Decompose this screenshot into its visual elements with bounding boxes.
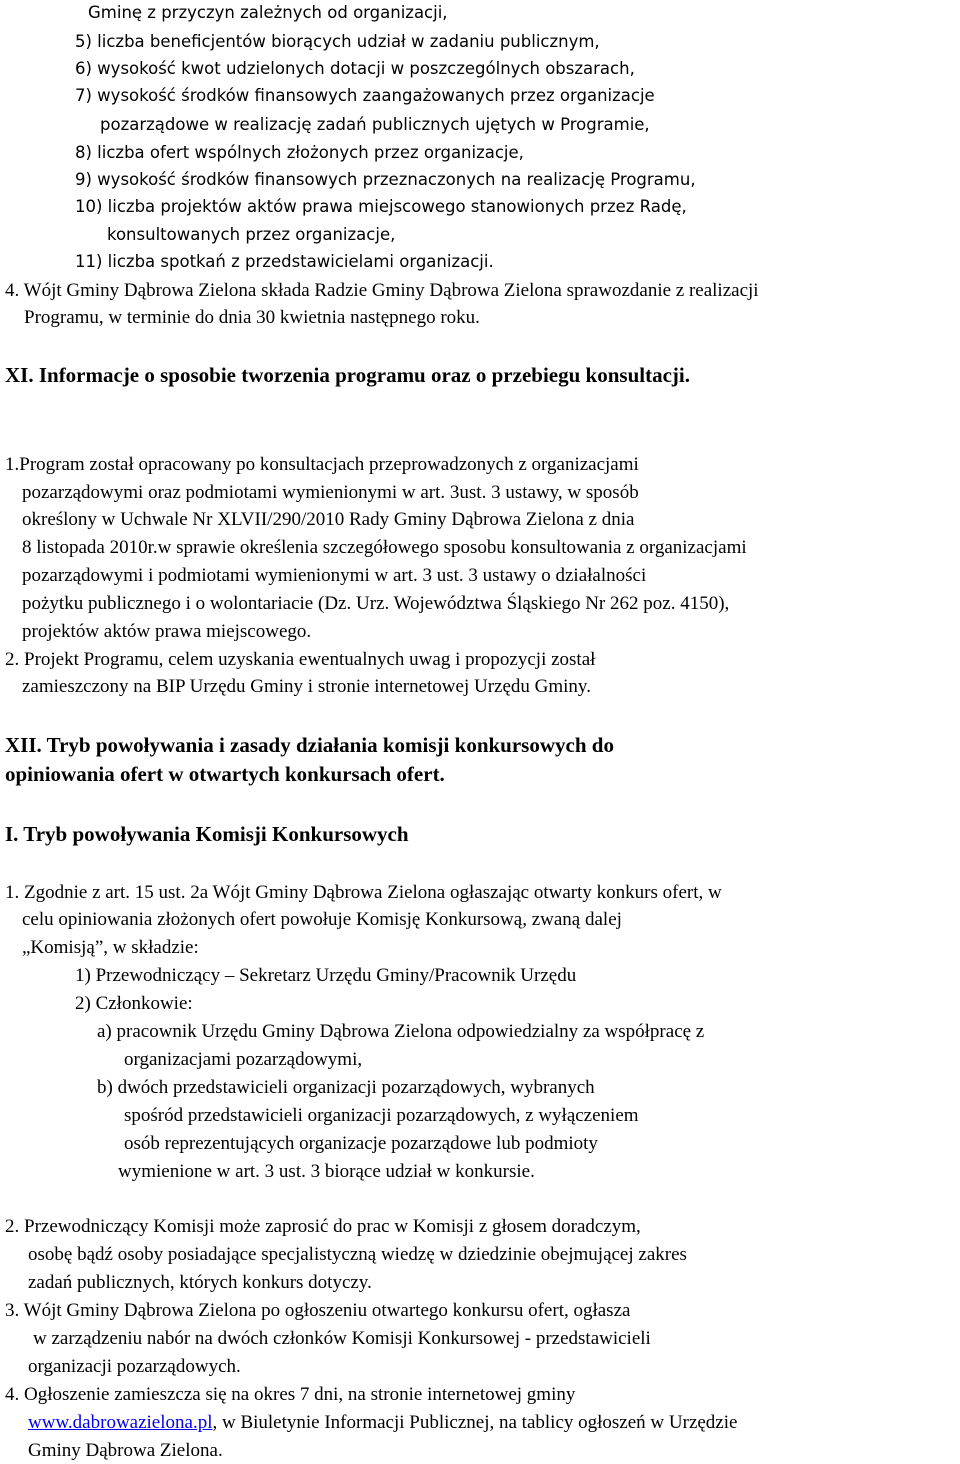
paragraph-line: Gminy Dąbrowa Zielona. bbox=[28, 1440, 223, 1461]
paragraph-line: 2. Projekt Programu, celem uzyskania ewentualnych uwag i propozycji został bbox=[5, 649, 596, 670]
list-line: 8) liczba ofert wspólnych złożonych przez organizacje, bbox=[75, 143, 524, 162]
paragraph-line: 2) Członkowie: bbox=[75, 993, 193, 1014]
website-link[interactable]: www.dabrowazielona.pl bbox=[28, 1412, 213, 1433]
paragraph-line: zadań publicznych, których konkurs dotyczy. bbox=[28, 1272, 372, 1293]
paragraph-line: pozarządowymi oraz podmiotami wymienionymi w art. 3ust. 3 ustawy, w sposób bbox=[22, 482, 639, 503]
paragraph-line: b) dwóch przedstawicieli organizacji pozarządowych, wybranych bbox=[97, 1077, 595, 1098]
paragraph-line: 8 listopada 2010r.w sprawie określenia szczegółowego sposobu konsultowania z organizacjami bbox=[22, 537, 747, 558]
paragraph-line: osób reprezentujących organizacje pozarządowe lub podmioty bbox=[124, 1133, 598, 1154]
paragraph-line: 4. Wójt Gminy Dąbrowa Zielona składa Radzie Gminy Dąbrowa Zielona sprawozdanie z realizacji bbox=[5, 280, 759, 301]
paragraph-line: organizacjami pozarządowymi, bbox=[124, 1049, 363, 1070]
paragraph-line: pozarządowymi i podmiotami wymienionymi w art. 3 ust. 3 ustawy o działalności bbox=[22, 565, 647, 586]
section-heading: XII. Tryb powoływania i zasady działania komisji konkursowych do bbox=[5, 733, 614, 757]
list-line: 10) liczba projektów aktów prawa miejscowego stanowionych przez Radę, bbox=[75, 197, 687, 216]
paragraph-line: 1.Program został opracowany po konsultacjach przeprowadzonych z organizacjami bbox=[5, 454, 639, 475]
paragraph-line: zamieszczony na BIP Urzędu Gminy i stronie internetowej Urzędu Gminy. bbox=[22, 676, 591, 697]
list-line: Gminę z przyczyn zależnych od organizacji, bbox=[88, 3, 448, 22]
paragraph-line: wymienione w art. 3 ust. 3 biorące udział w konkursie. bbox=[118, 1161, 535, 1182]
paragraph-line: w zarządzeniu nabór na dwóch członków Komisji Konkursowej - przedstawicieli bbox=[33, 1328, 651, 1349]
section-heading: opiniowania ofert w otwartych konkursach ofert. bbox=[5, 762, 445, 786]
sub-heading: I. Tryb powoływania Komisji Konkursowych bbox=[5, 822, 409, 846]
paragraph-line: 4. Ogłoszenie zamieszcza się na okres 7 dni, na stronie internetowej gminy bbox=[5, 1384, 576, 1405]
section-heading: XI. Informacje o sposobie tworzenia programu oraz o przebiegu konsultacji. bbox=[5, 363, 690, 387]
list-line: 5) liczba beneficjentów biorących udział w zadaniu publicznym, bbox=[75, 32, 600, 51]
paragraph-line: projektów aktów prawa miejscowego. bbox=[22, 621, 312, 642]
paragraph-line: 1. Zgodnie z art. 15 ust. 2a Wójt Gminy Dąbrowa Zielona ogłaszając otwarty konkurs ofert, w bbox=[5, 882, 722, 903]
paragraph-line: celu opiniowania złożonych ofert powołuje Komisję Konkursową, zwaną dalej bbox=[22, 909, 622, 930]
list-line: 7) wysokość środków finansowych zaangażowanych przez organizacje bbox=[75, 86, 655, 105]
list-line: konsultowanych przez organizacje, bbox=[107, 225, 396, 244]
paragraph-line: 1) Przewodniczący – Sekretarz Urzędu Gminy/Pracownik Urzędu bbox=[75, 965, 577, 986]
list-line: 11) liczba spotkań z przedstawicielami organizacji. bbox=[75, 252, 494, 271]
list-line: 9) wysokość środków finansowych przeznaczonych na realizację Programu, bbox=[75, 170, 696, 189]
paragraph-line: „Komisją”, w składzie: bbox=[22, 937, 199, 958]
paragraph-line: 3. Wójt Gminy Dąbrowa Zielona po ogłoszeniu otwartego konkursu ofert, ogłasza bbox=[5, 1300, 631, 1321]
paragraph-line: pożytku publicznego i o wolontariacie (Dz. Urz. Województwa Śląskiego Nr 262 poz. 4150), bbox=[22, 593, 730, 614]
paragraph-line bbox=[28, 1410, 737, 1436]
paragraph-line: osobę bądź osoby posiadające specjalistyczną wiedzę w dziedzinie obejmującej zakres bbox=[28, 1244, 687, 1265]
paragraph-line: a) pracownik Urzędu Gminy Dąbrowa Zielona odpowiedzialny za współpracę z bbox=[97, 1021, 705, 1042]
paragraph-line: Programu, w terminie do dnia 30 kwietnia następnego roku. bbox=[24, 307, 480, 328]
list-line: 6) wysokość kwot udzielonych dotacji w poszczególnych obszarach, bbox=[75, 59, 635, 78]
paragraph-text: , w Biuletynie Informacji Publicznej, na tablicy ogłoszeń w Urzędzie bbox=[212, 1412, 738, 1433]
list-line: pozarządowe w realizację zadań publicznych ujętych w Programie, bbox=[100, 115, 650, 134]
paragraph-line: określony w Uchwale Nr XLVII/290/2010 Rady Gminy Dąbrowa Zielona z dnia bbox=[22, 509, 635, 530]
paragraph-line: 2. Przewodniczący Komisji może zaprosić do prac w Komisji z głosem doradczym, bbox=[5, 1216, 641, 1237]
paragraph-line: organizacji pozarządowych. bbox=[28, 1356, 241, 1377]
paragraph-line: spośród przedstawicieli organizacji pozarządowych, z wyłączeniem bbox=[124, 1105, 639, 1126]
